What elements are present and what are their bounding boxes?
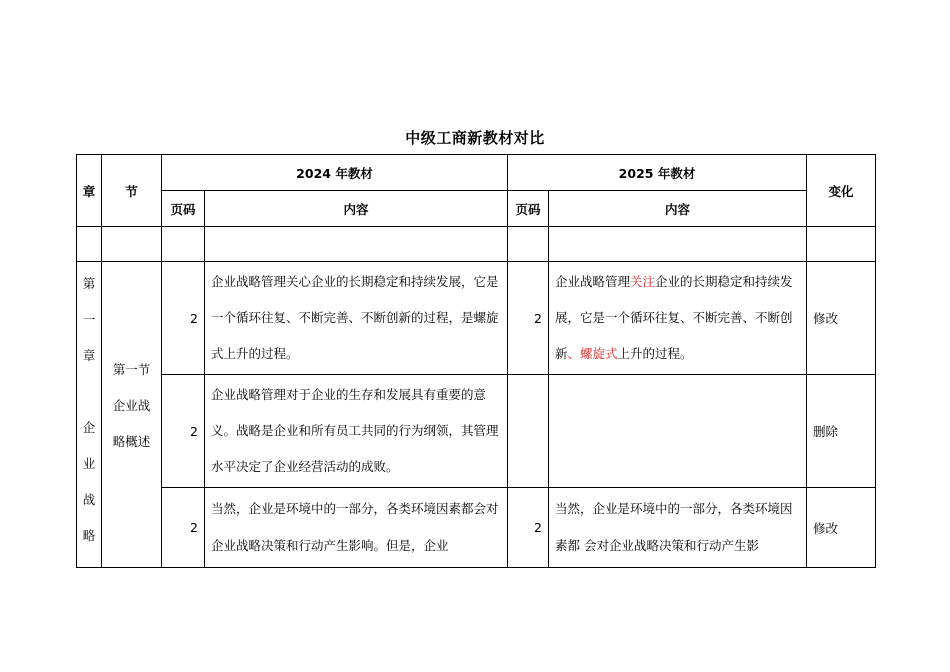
header-change: 变化 [807,155,876,227]
header-section: 节 [102,155,162,227]
chapter-char: 略 [82,528,96,543]
page-2024: 2 [162,488,205,568]
content-2025 [549,375,807,488]
change-cell: 删除 [807,375,876,488]
header-page-2025: 页码 [508,191,549,227]
table-row [77,375,876,488]
content-2025-text: 企业的长期稳定和持续发展，它是一个循环往复、不断完善、不断创新 [555,274,793,361]
table-row [77,488,876,568]
section-line: 第一节 [112,362,151,377]
chapter-cell [77,262,102,568]
header-page-2024: 页码 [162,191,205,227]
header-content-2025: 内容 [549,191,807,227]
header-chapter: 章 [77,155,102,227]
empty-row [77,227,876,262]
page-2025: 2 [508,488,549,568]
page-2024: 2 [162,262,205,375]
chapter-char: 企 [82,420,96,435]
section-line: 企业战 [112,398,151,413]
page-2024: 2 [162,375,205,488]
content-2025-highlight: 关注 [630,274,656,289]
header-content-2024: 内容 [205,191,508,227]
content-2025-highlight: 、螺旋式 [567,346,618,361]
content-2024: 企业战略管理对于企业的生存和发展具有重要的意义。战略是企业和所有员工共同的行为纲领，其管理水平决定了企业经营活动的成败。 [205,375,508,488]
chapter-char: 业 [82,456,96,471]
content-2024: 企业战略管理关心企业的长期稳定和持续发展，它是一个循环往复、不断完善、不断创新的过程，是螺旋式上升的过程。 [205,262,508,375]
page-title: 中级工商新教材对比 [405,129,545,147]
section-cell [102,262,162,568]
content-2025 [549,262,807,375]
header-2024-edition: 2024 年教材 [162,155,508,191]
content-2024: 当然，企业是环境中的一部分，各类环境因素都会对企业战略决策和行动产生影响。但是，企业 [205,488,508,568]
section-line: 略概述 [112,434,151,449]
table-row [77,262,876,375]
chapter-char: 战 [82,492,96,507]
content-2025-text: 上升的过程。 [617,346,693,361]
chapter-char: 第 [82,276,96,291]
chapter-char: 章 [82,348,96,363]
chapter-char: 一 [82,312,96,327]
page-2025: 2 [508,262,549,375]
content-2025-text: 企业战略管理 [555,274,631,289]
comparison-table [76,154,876,568]
content-2025: 当然，企业是环境中的一部分，各类环境因素都 会对企业战略决策和行动产生影 [549,488,807,568]
page-2025 [508,375,549,488]
header-2025-edition: 2025 年教材 [508,155,807,191]
change-cell: 修改 [807,262,876,375]
change-cell: 修改 [807,488,876,568]
